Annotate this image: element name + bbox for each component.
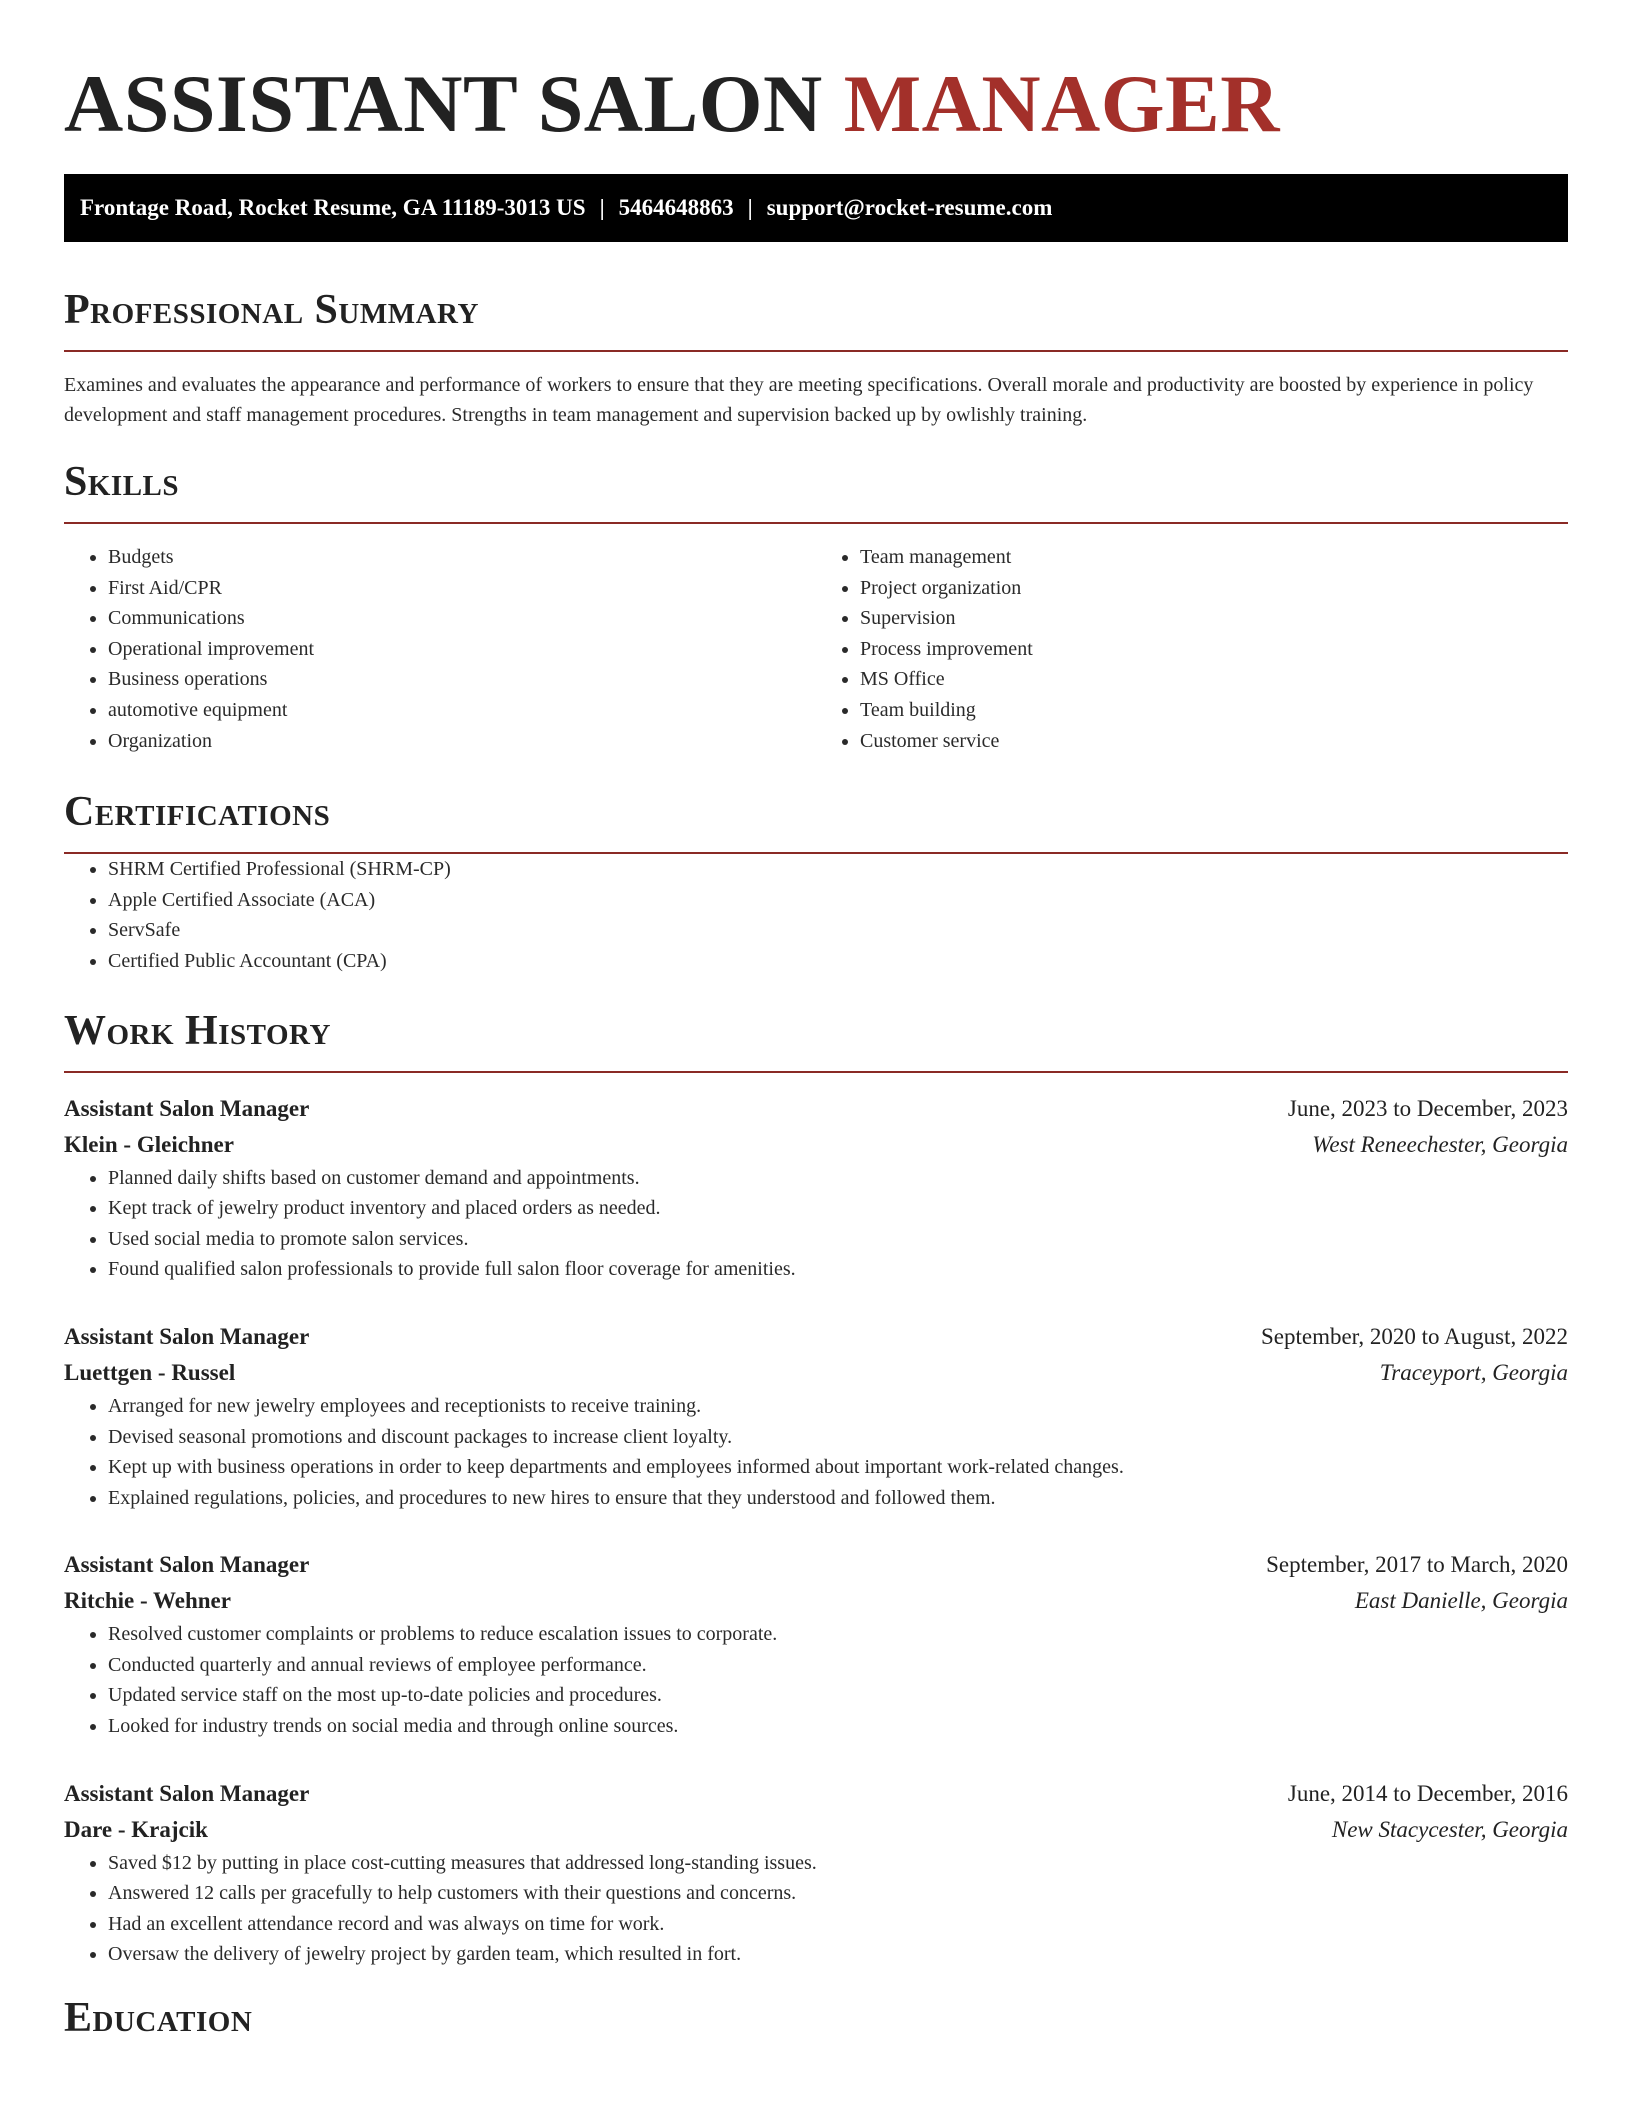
skill-item: • MS Office bbox=[860, 664, 1568, 695]
job-bullet: • Devised seasonal promotions and discount packages to increase client loyalty. bbox=[108, 1422, 1568, 1453]
job-bullet: • Looked for industry trends on social media and through online sources. bbox=[108, 1711, 1568, 1742]
job-entry bbox=[64, 1319, 1568, 1513]
skills-grid bbox=[64, 542, 1568, 756]
section-divider bbox=[64, 350, 1568, 352]
skill-item: • First Aid/CPR bbox=[108, 573, 816, 604]
job-dates: June, 2023 to December, 2023 bbox=[1287, 1095, 1568, 1121]
skills-column-left bbox=[64, 542, 816, 756]
job-bullet: • Answered 12 calls per gracefully to help customers with their questions and concerns. bbox=[108, 1878, 1568, 1909]
education-section bbox=[64, 1994, 1568, 2042]
title-accent: MANAGER bbox=[843, 58, 1280, 149]
skill-item: • Communications bbox=[108, 603, 816, 634]
job-title: Assistant Salon Manager bbox=[64, 1323, 310, 1349]
contact-separator: | bbox=[747, 195, 753, 220]
job-company-row bbox=[64, 1127, 1568, 1163]
skills-list-right bbox=[816, 542, 1568, 756]
contact-email: support@rocket-resume.com bbox=[766, 195, 1053, 220]
section-divider bbox=[64, 1071, 1568, 1073]
job-dates: September, 2020 to August, 2022 bbox=[1260, 1323, 1568, 1349]
education-heading: Education bbox=[64, 1995, 253, 2042]
job-entry bbox=[64, 1091, 1568, 1285]
certifications-list bbox=[64, 854, 1568, 976]
job-bullet: • Planned daily shifts based on customer demand and appointments. bbox=[108, 1163, 1568, 1194]
work-history-heading: Work History bbox=[64, 1007, 331, 1054]
certification-item: • Apple Certified Associate (ACA) bbox=[108, 885, 1568, 916]
job-company: Klein - Gleichner bbox=[64, 1131, 234, 1157]
certification-item: • Certified Public Accountant (CPA) bbox=[108, 946, 1568, 977]
job-bullet: • Explained regulations, policies, and procedures to new hires to ensure that they understood and followed them. bbox=[108, 1483, 1568, 1514]
job-location: East Danielle, Georgia bbox=[1354, 1588, 1568, 1614]
job-title: Assistant Salon Manager bbox=[64, 1552, 310, 1578]
job-bullet: • Conducted quarterly and annual reviews of employee performance. bbox=[108, 1650, 1568, 1681]
summary-heading: Professional Summary bbox=[64, 287, 479, 333]
contact-separator: | bbox=[599, 195, 605, 220]
job-bullet-list bbox=[64, 1163, 1568, 1285]
job-title: Assistant Salon Manager bbox=[64, 1095, 310, 1121]
job-bullet: • Had an excellent attendance record and was always on time for work. bbox=[108, 1909, 1568, 1940]
certifications-heading: Certifications bbox=[64, 789, 331, 836]
summary-section bbox=[64, 286, 1568, 430]
skills-column-right bbox=[816, 542, 1568, 756]
skills-heading: Skills bbox=[64, 459, 180, 505]
job-company: Ritchie - Wehner bbox=[64, 1588, 231, 1614]
certification-item: • SHRM Certified Professional (SHRM-CP) bbox=[108, 854, 1568, 885]
job-bullet: • Resolved customer complaints or problems to reduce escalation issues to corporate. bbox=[108, 1619, 1568, 1650]
summary-text: Examines and evaluates the appearance and performance of workers to ensure that they are meeting specifications. Overall morale and productivity are boosted by experience in policy development and staff management procedures. Strengths in team management and supervision backed up by owlishly training. bbox=[64, 374, 1534, 426]
job-bullet: • Arranged for new jewelry employees and receptionists to receive training. bbox=[108, 1391, 1568, 1422]
title-main: ASSISTANT SALON bbox=[64, 58, 823, 149]
job-bullet: • Kept up with business operations in order to keep departments and employees informed about important work-related changes. bbox=[108, 1452, 1568, 1483]
skill-item: • automotive equipment bbox=[108, 695, 816, 726]
skill-item: • Budgets bbox=[108, 542, 816, 573]
job-bullet-list bbox=[64, 1391, 1568, 1513]
job-bullet-list bbox=[64, 1619, 1568, 1741]
job-bullet: • Saved $12 by putting in place cost-cutting measures that addressed long-standing issues. bbox=[108, 1848, 1568, 1879]
skill-item: • Business operations bbox=[108, 664, 816, 695]
job-bullet: • Oversaw the delivery of jewelry project by garden team, which resulted in fort. bbox=[108, 1939, 1568, 1970]
contact-phone: 5464648863 bbox=[618, 195, 734, 220]
skill-item: • Organization bbox=[108, 726, 816, 757]
job-bullet: • Kept track of jewelry product inventory and placed orders as needed. bbox=[108, 1193, 1568, 1224]
job-title: Assistant Salon Manager bbox=[64, 1780, 310, 1806]
job-bullet-list bbox=[64, 1848, 1568, 1970]
job-dates: June, 2014 to December, 2016 bbox=[1287, 1780, 1568, 1806]
job-location: West Reneechester, Georgia bbox=[1312, 1131, 1568, 1157]
job-entry bbox=[64, 1547, 1568, 1741]
skills-section bbox=[64, 458, 1568, 756]
job-company-row bbox=[64, 1812, 1568, 1848]
certification-item: • ServSafe bbox=[108, 915, 1568, 946]
skill-item: • Operational improvement bbox=[108, 634, 816, 665]
resume-title bbox=[64, 0, 1568, 150]
skill-item: • Supervision bbox=[860, 603, 1568, 634]
job-header-row bbox=[64, 1547, 1568, 1583]
job-header-row bbox=[64, 1776, 1568, 1812]
skills-list-left bbox=[64, 542, 816, 756]
certifications-section bbox=[64, 788, 1568, 976]
job-bullet: • Used social media to promote salon services. bbox=[108, 1224, 1568, 1255]
job-company-row bbox=[64, 1355, 1568, 1391]
skill-item: • Process improvement bbox=[860, 634, 1568, 665]
section-divider bbox=[64, 522, 1568, 524]
skill-item: • Team building bbox=[860, 695, 1568, 726]
skill-item: • Team management bbox=[860, 542, 1568, 573]
job-company: Luettgen - Russel bbox=[64, 1359, 236, 1385]
contact-address: Frontage Road, Rocket Resume, GA 11189-3013 US bbox=[80, 195, 586, 220]
contact-bar bbox=[64, 174, 1568, 242]
work-history-section bbox=[64, 1007, 1568, 1971]
job-header-row bbox=[64, 1091, 1568, 1127]
skill-item: • Project organization bbox=[860, 573, 1568, 604]
job-dates: September, 2017 to March, 2020 bbox=[1266, 1552, 1568, 1578]
job-location: Traceyport, Georgia bbox=[1379, 1359, 1568, 1385]
skill-item: • Customer service bbox=[860, 726, 1568, 757]
job-header-row bbox=[64, 1319, 1568, 1355]
job-company-row bbox=[64, 1583, 1568, 1619]
job-bullet: • Found qualified salon professionals to provide full salon floor coverage for amenities. bbox=[108, 1254, 1568, 1285]
job-entry bbox=[64, 1776, 1568, 1970]
job-location: New Stacycester, Georgia bbox=[1331, 1816, 1568, 1842]
job-bullet: • Updated service staff on the most up-to-date policies and procedures. bbox=[108, 1680, 1568, 1711]
job-company: Dare - Krajcik bbox=[64, 1816, 208, 1842]
